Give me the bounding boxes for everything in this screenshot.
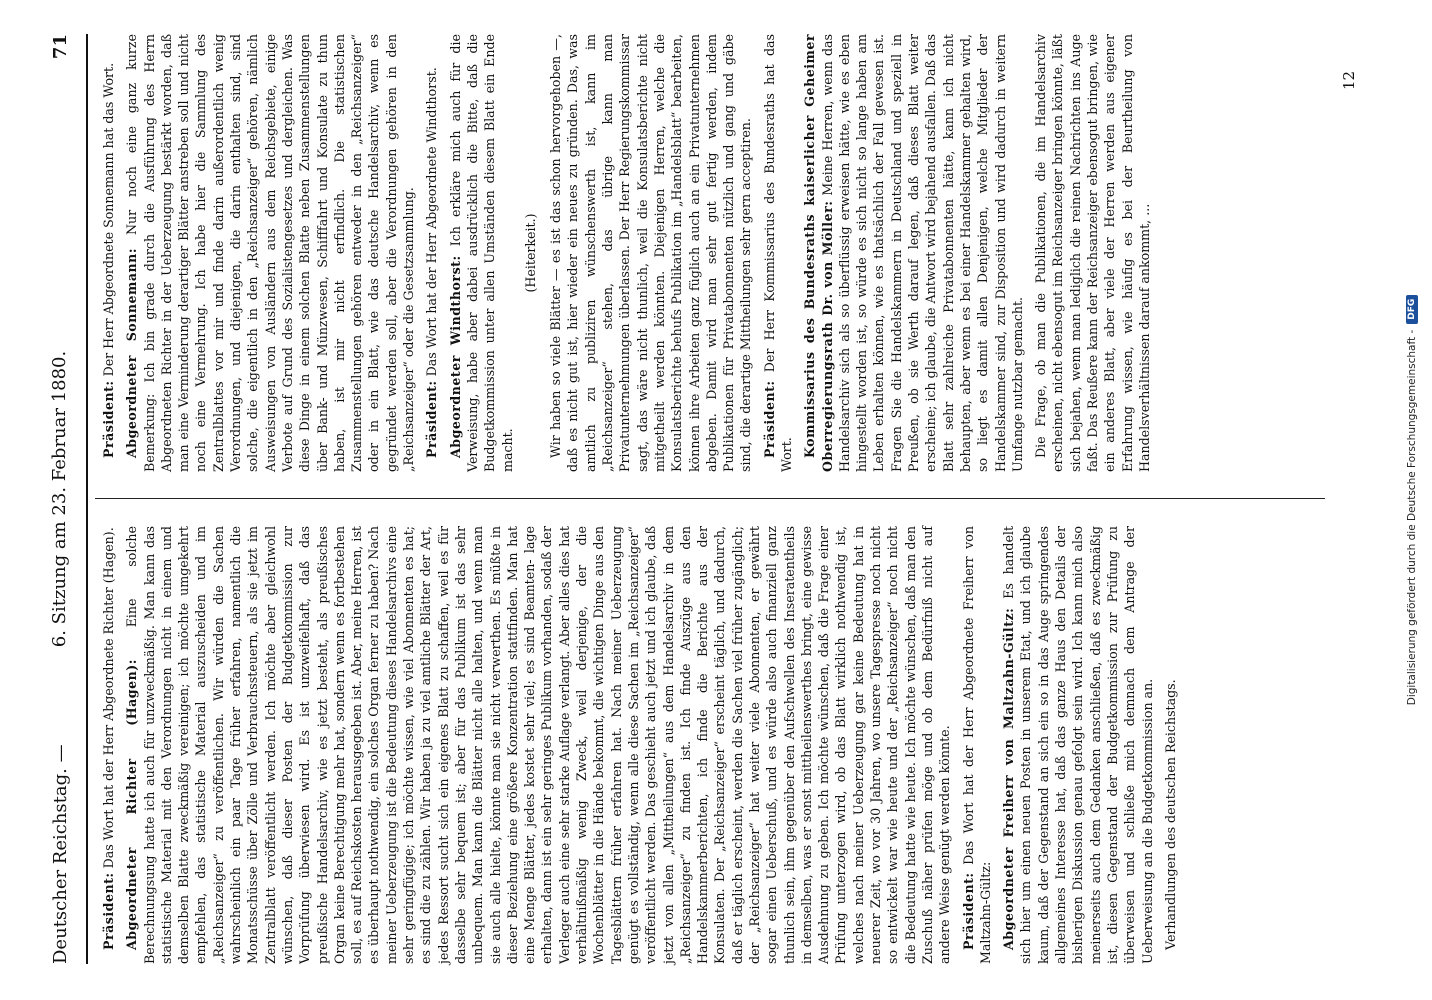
paragraph [1000,526,1156,964]
speaker-name: Abgeordneter Windthorst: [447,255,463,458]
speaker-name: Abgeordneter Freiherr von Maltzahn-Gültz: [1001,607,1017,950]
left-column [100,526,1185,964]
header-rule [86,34,88,964]
paragraph [100,34,117,472]
paragraph [960,526,995,964]
speaker-name: Präsident: [101,872,116,950]
header-title: 6. Sitzung am 23. Februar 1880. [48,350,70,648]
paragraph [100,526,117,964]
paragraph-text: Die Frage, ob man die Publikationen, die im Handelsarchiv erscheinen, nicht ebensogut im Reichsanzeiger bringen könnte, läßt sich bejahen, wenn man lediglich die reinen Nachrichten ins Auge faßt. Das Reußere kann der Reichsanzeiger ebensogut bringen, wie ein anderes Blatt, aber viele der Herren werden aus eigener Erfahrung wissen, wie häufig es bei der Beurtheilung von Handelsverhältnissen darauf ankommt, ... [1033,34,1152,472]
paragraph [123,526,953,964]
paragraph [761,34,796,472]
paragraph-text: Der Herr Kommissarius des Bundesraths hat das Wort. [761,34,794,472]
paragraph-text: Das Wort hat der Herr Abgeordnete Windthorst. [424,67,440,377]
paragraph-text: Nur noch eine ganz kurze Bemerkung: Ich bin grade durch die Ausführung des Herrn Abgeordneten Richter in der Ueberzeugung bestärkt worden, daß man eine Verminderung derartiger Blätter anstreben soll und nicht noch eine Vermehrung. Ich habe hier die Sammlung des Zentralblattes vor mir und finde darin außerordentlich wenig Verordnungen, und diejenigen, die darin enthalten sind, sind solche, die eigentlich in den „Reichsanzeiger“ gehören, nämlich Ausweisungen von Ausländern aus dem Reichsgebiete, einige Verbote auf Grund des Sozialistengesetzes und dergleichen. Was diese Dinge in einem solchen Blatte neben Zusammenstellungen über Bank- und Münzwesen, Schifffahrt und Konsulate zu thun haben, ist mir nicht erfindlich. Die statistischen Zusammenstellungen gehören entweder in den „Reichsanzeiger“ oder in ein Blatt, wie das deutsche Handelsarchiv, wenn es gegründet werden soll, aber die Verordnungen gehören in den „Reichsanzeiger“ oder die Gesetzsammlung. [124,34,417,472]
page-header [40,34,80,964]
paragraph [423,34,440,472]
footer-signature: 12 [1340,70,1358,90]
paragraph-text: Verhandlungen des deutschen Reichstags. [1162,679,1178,950]
page-number: 71 [49,34,71,60]
paragraph-text: Das Wort hat der Herr Abgeordnete Richter (Hagen). [101,527,116,869]
speaker-name: Präsident: [761,380,777,458]
header-left: Deutscher Reichstag. — [49,744,71,964]
dfg-logo-icon: DFG [1406,295,1418,324]
paragraph-text: Meine Herren, wenn das Handelsarchiv sich als so überflüssig erweisen hätte, wie es eben hingestellt worden ist, so würde es sich nicht so lange haben am Leben erhalten können, wie es thatsächlich der Fall gewesen ist. Fragen Sie die Handelskammern in Deutschland und speziell in Preußen, ob sie Werth darauf legen, daß dieses Blatt weiter erscheine; ich glaube, die Antwort wird bejahend ausfallen. Daß das Blatt sehr zahlreiche Privatabonnenten hätte, kann ich nicht behaupten, aber wenn es bei einer Handelskammer gehalten wird, so liegt es damit allen Denjenigen, welche Mitglieder der Handelskammer sind, zur Disposition und wird dadurch in weitern Umfange nutzbar gemacht. [819,34,1025,472]
right-column [100,34,1159,472]
column-divider [95,498,1325,499]
paragraph-text: Wir haben so viele Blätter — es ist das schon hervorgehoben —, daß es nicht gut ist, hier wieder ein neues zu gründen. Das, was amtlich zu publiziren wünschenswerth ist, kann im „Reichsanzeiger“ stehen, das übrige kann man Privatunternehmungen überlassen. Der Herr Regierungskommissar sagt, das wäre nicht thunlich, weil die Konsulatsberichte nicht mitgetheilt werden könnten. Diejenigen Herren, welche die Konsulatsberichte behufs Publikation im „Handelsblatt“ bearbeiten, können ihre Arbeiten ganz füglich auch an ein Privatunternehmen abgeben. Damit wird man sehr gut fertig werden, indem Publikationen für Privatabonnenten nützlich und gang und gäbe sind, die derartige Mittheilungen sehr gern acceptiren. [548,34,754,472]
paragraph [123,34,417,472]
paragraph-text: Das Wort hat der Herr Abgeordnete Freiherr von Maltzahn-Gültz: [960,526,993,964]
speaker-name: Präsident: [101,380,116,458]
speaker-name: Kommissarius des Bundesraths kaiserlicher Geheimer Oberregierungsrath Dr. von Möller: [802,34,835,472]
paragraph [1162,526,1179,964]
speaker-name: Präsident: [424,380,440,458]
paragraph-text: Ich erkläre mich auch für die Verweisung, habe aber dabei ausdrücklich die Bitte, daß die Budgetkommission unter allen Umständen diesem Blatt ein Ende macht. [447,34,515,472]
speaker-name: Abgeordneter Richter (Hagen): [124,659,140,950]
paragraph [801,34,1026,472]
paragraph [1032,34,1153,472]
digitization-credit [1402,30,1422,970]
paragraph [447,34,516,472]
paragraph-text: Der Herr Abgeordnete Sonnemann hat das Wort. [101,62,116,377]
paragraph-text: Eine solche Berechnungsung hatte ich auch für unzweckmäßig. Man kann das statistische Material mit den Verordnungen nicht in einem und demselben Blatte zweckmäßig vereinigen; ich möchte umgekehrt empfehlen, das statistische Material auszuscheiden und im „Reichsanzeiger“ zu veröffentlichen. Wir würden die Sachen wahrscheinlich ein paar Tage früher erfahren, namentlich die Monatsschüsse über Zölle und Verbrauchssteuern, als sie jetzt im Zentralblatt veröffentlicht werden. Ich möchte aber gleichwohl wünschen, daß dieser Posten der Budgetkommission zur Vorprüfung überwiesen wird. Es ist unzweifelhaft, daß das preußische Handelsarchiv, wie es jetzt besteht, als preußisches Organ keine Berechtigung mehr hat, sondern wenn es fortbestehen soll, es auf Reichskosten herausgegeben ist. Aber, meine Herren, ist es überhaupt nothwendig, ein solches Organ ferner zu haben? Nach meiner Ueberzeugung ist die Bedeutung dieses Handelsarchivs eine sehr geringfügige; ich möchte wissen, wie viel Abonnenten es hat; es sind die zu zählen. Wir haben ja zu viel amtliche Blätter der Art, jedes Ressort sucht sich ein eigenes Blatt zu schaffen, weil es für dasselbe sehr bequem ist; aber für das Publikum ist das sehr unbequem. Man kann die Blätter nicht alle halten, und wenn man sie auch alle hielte, könnte man sie nicht verwerthen. Es müßte in dieser Beziehung eine größere Konzentration stattfinden. Man hat eine Menge Blätter, jedes kostet sehr viel; es sind Beamten- lage erhalten, dann ist ein sehr geringes Publikum vorhanden, sodaß der Verleger auch eine sehr starke Auflage verlangt. Aber alles dies hat verhältnißmäßig wenig Zweck, weil derjenige, der die Wochenblätter in die Hände bekommt, die wichtigen Dinge aus den Tagesblättern früher erfahren hat. Nach meiner Ueberzeugung genügt es vollständig, wenn alle diese Sachen im „Reichsanzeiger“ veröffentlicht werden. Das geschieht auch jetzt und ich glaube, daß jetzt von allen „Mittheilungen“ aus dem Handelsarchiv in dem „Reichsanzeiger“ zu finden ist. Ich finde Auszüge aus den Handelskammerberichten, ich finde die Berichte aus der Konsulaten. Der „Reichsanzeiger“ erscheint täglich, und dadurch, daß er täglich erscheint, werden die Sachen viel früher zugänglich; der „Reichsanzeiger“ hat weiter viele Abonnenten, er gewährt sogar einen Ueberschuß, und es würde also auch finanziell ganz thunlich sein, ihm gegenüber den Aufschwellen des Inseratentheils in demselben, was er sonst mittheilenswerthes bringt, eine gewisse Ausdehnung zu geben. Ich möchte wünschen, daß die Frage einer Prüfung unterzogen wird, ob das Blatt wirklich nothwendig ist, welches nach meiner Ueberzeugung gar keine Bedeutung hat in neuerer Zeit, wo vor 30 Jahren, wo unsere Tagespresse noch nicht so entwickelt war wie heute und der „Reichsanzeiger“ noch nicht die Bedeutung hatte wie heute. Ich möchte wünschen, daß man den Zuschuß näher prüfen möge und ob dem Bedürfniß nicht auf andere Weise genügt werden könnte. [124,526,953,964]
speaker-name: Abgeordneter Sonnemann: [124,248,140,458]
paragraph-text: Es handelt sich hier um einen neuen Posten in unserem Etat, und ich glaube kaum, daß der Gegenstand an sich ein so in das Auge springendes allgemeines Interesse hat, daß das ganze Haus den Details der bisherigen Diskussion genau gefolgt sein wird. Ich kann mich also meinerseits auch dem Gedanken anschließen, daß es zweckmäßig ist, diesen Gegenstand der Budgetkommission zur Prüfung zu überweisen und schließe mich demnach dem Antrage der Ueberweisung an die Budgetkommission an. [1001,525,1155,964]
speaker-name: Präsident: [960,872,976,950]
paragraph [547,34,755,472]
paragraph [522,34,539,472]
paragraph-text: (Heiterkeit.) [522,213,538,293]
credit-text: Digitalisierung gefördert durch die Deutsche Forschungsgemeinschaft - [1406,329,1418,706]
